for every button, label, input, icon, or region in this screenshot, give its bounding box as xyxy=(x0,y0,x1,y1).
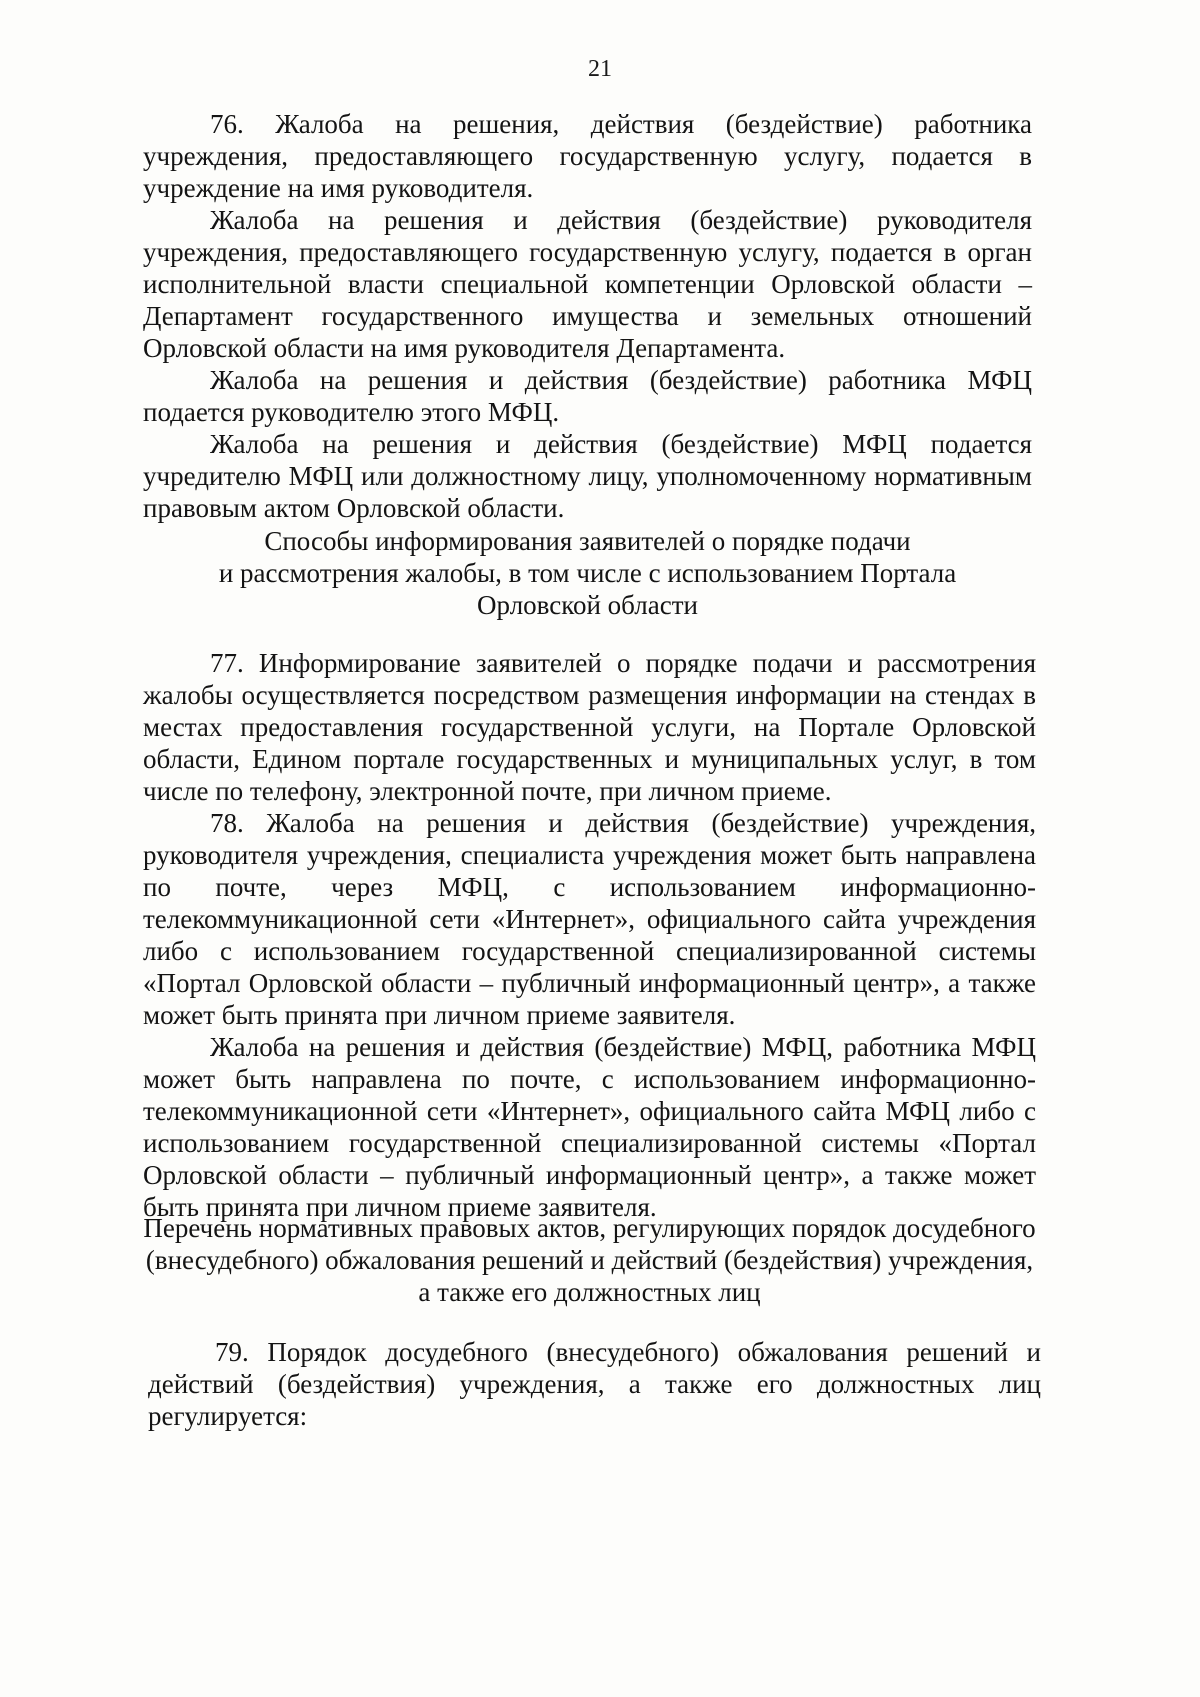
section-heading-regulations xyxy=(143,1212,1036,1308)
heading-line: (внесудебного) обжалования решений и действий (бездействия) учреждения, xyxy=(145,1245,1034,1275)
complaint-recipients-section xyxy=(143,108,1032,524)
heading-line: и рассмотрения жалобы, в том числе с использованием Портала xyxy=(218,558,957,588)
paragraph-78-mfc: Жалоба на решения и действия (бездействие) МФЦ, работника МФЦ может быть направлена по почте, с использованием информационно-телекоммуникационной сети «Интернет», официального сайта МФЦ либо с использованием государственной специализированной системы «Портал Орловской области – публичный информационный центр», а также может быть принята при личном приеме заявителя. xyxy=(143,1032,1036,1222)
paragraph-77: 77. Информирование заявителей о порядке подачи и рассмотрения жалобы осуществляется посредством размещения информации на стендах в местах предоставления государственной услуги, на Портале Орловской области, Едином портале государственных и муниципальных услуг, в том числе по телефону, электронной почте, при личном приеме. xyxy=(143,648,1036,806)
paragraph-76-mfc-worker: Жалоба на решения и действия (бездействие) работника МФЦ подается руководителю этого МФЦ. xyxy=(143,365,1032,427)
heading-line: а также его должностных лиц xyxy=(418,1277,761,1307)
paragraph-76-mfc: Жалоба на решения и действия (бездействие) МФЦ подается учредителю МФЦ или должностному лицу, уполномоченному нормативным правовым актом Орловской области. xyxy=(143,429,1032,523)
section-heading-informing xyxy=(143,525,1032,621)
paragraph-76-head-of-institution: Жалоба на решения и действия (бездействие) руководителя учреждения, предоставляющего государственную услугу, подается в орган исполнительной власти специальной компетенции Орловской области – Департамент государственного имущества и земельных отношений Орловской области на имя руководителя Департамента. xyxy=(143,205,1032,363)
paragraph-76: 76. Жалоба на решения, действия (бездействие) работника учреждения, предоставляющего государственную услугу, подается в учреждение на имя руководителя. xyxy=(143,109,1032,203)
paragraph-78: 78. Жалоба на решения и действия (бездействие) учреждения, руководителя учреждения, специалиста учреждения может быть направлена по почте, через МФЦ, с использованием информационно-телекоммуникационной сети «Интернет», официального сайта учреждения либо с использованием государственной специализированной системы «Портал Орловской области – публичный информационный центр», а также может быть принята при личном приеме заявителя. xyxy=(143,808,1036,1030)
page-number: 21 xyxy=(588,56,612,82)
heading-line: Орловской области xyxy=(477,590,698,620)
heading-regulatory-acts xyxy=(143,1212,1036,1308)
heading-line: Перечень нормативных правовых актов, регулирующих порядок досудебного xyxy=(143,1213,1036,1243)
complaint-submission-section xyxy=(143,647,1036,1223)
regulation-order-section xyxy=(148,1336,1041,1432)
paragraph-79: 79. Порядок досудебного (внесудебного) обжалования решений и действий (бездействия) учреждения, а также его должностных лиц регулируется: xyxy=(148,1337,1041,1431)
heading-informing-methods xyxy=(143,525,1032,621)
heading-line: Способы информирования заявителей о порядке подачи xyxy=(264,526,911,556)
